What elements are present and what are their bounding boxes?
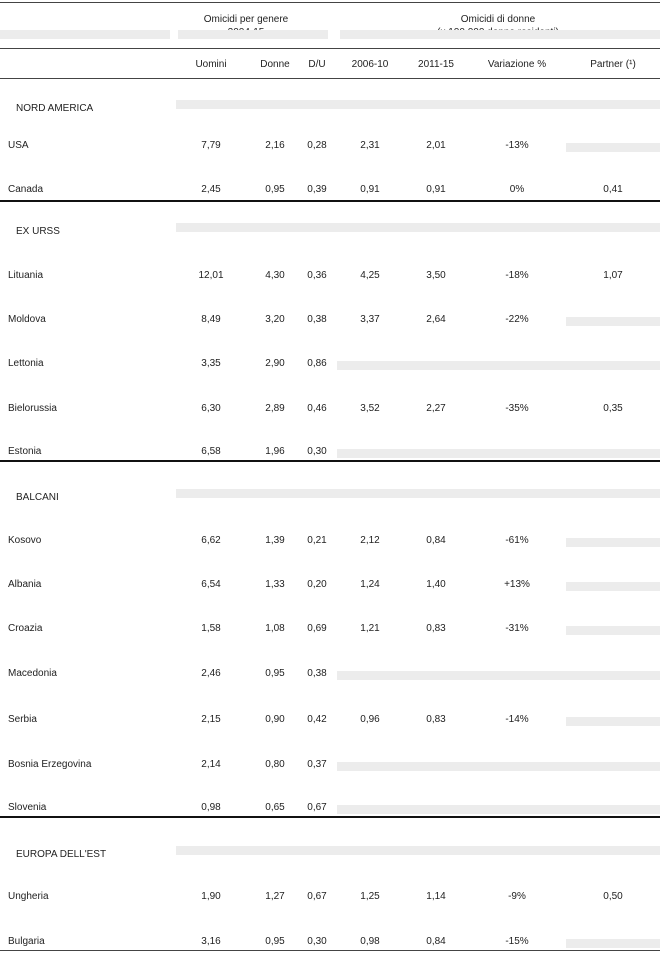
country-label: Lituania xyxy=(8,270,44,281)
cell-p1115: 0,91 xyxy=(426,184,446,195)
country-label: Lettonia xyxy=(8,358,44,369)
section-title: NORD AMERICA xyxy=(16,103,94,114)
empty-partner-band xyxy=(566,717,660,726)
cell-uomini: 8,49 xyxy=(201,314,221,325)
cell-uomini: 2,15 xyxy=(201,714,221,725)
country-label: Macedonia xyxy=(8,668,57,679)
cell-var: -18% xyxy=(505,270,529,281)
cell-du: 0,67 xyxy=(307,891,327,902)
cell-var: -22% xyxy=(505,314,529,325)
cell-partner: 1,07 xyxy=(603,270,623,281)
cell-p0610: 2,31 xyxy=(360,140,380,151)
cell-uomini: 7,79 xyxy=(201,140,221,151)
cell-donne: 4,30 xyxy=(265,270,285,281)
cell-du: 0,30 xyxy=(307,446,327,457)
cell-var: -61% xyxy=(505,535,529,546)
cell-uomini: 1,58 xyxy=(201,623,221,634)
cell-p1115: 2,64 xyxy=(426,314,446,325)
country-label: Estonia xyxy=(8,446,42,457)
cell-donne: 0,95 xyxy=(265,668,285,679)
cell-p0610: 1,24 xyxy=(360,579,380,590)
cell-donne: 1,27 xyxy=(265,891,285,902)
empty-cells-band xyxy=(337,449,660,458)
col-header-donne: Donne xyxy=(260,59,290,70)
empty-partner-band xyxy=(566,582,660,591)
country-label: Kosovo xyxy=(8,535,42,546)
cell-p0610: 3,52 xyxy=(360,403,380,414)
cell-uomini: 6,30 xyxy=(201,403,221,414)
col-header-du: D/U xyxy=(308,59,326,70)
empty-cells-band xyxy=(337,805,660,814)
cell-p1115: 1,40 xyxy=(426,579,446,590)
header-top-rule xyxy=(0,2,660,3)
cell-uomini: 6,62 xyxy=(201,535,221,546)
cell-p1115: 0,84 xyxy=(426,936,446,947)
empty-cells-band xyxy=(337,361,660,370)
cell-p0610: 0,98 xyxy=(360,936,380,947)
cell-uomini: 2,45 xyxy=(201,184,221,195)
cell-du: 0,86 xyxy=(307,358,327,369)
cell-p0610: 1,25 xyxy=(360,891,380,902)
country-label: Canada xyxy=(8,184,44,195)
country-label: Ungheria xyxy=(8,891,49,902)
cell-donne: 2,89 xyxy=(265,403,285,414)
cell-var: -9% xyxy=(508,891,526,902)
country-label: Bulgaria xyxy=(8,936,45,947)
cell-donne: 1,39 xyxy=(265,535,285,546)
empty-cells-band xyxy=(337,671,660,680)
cell-var: -14% xyxy=(505,714,529,725)
cell-donne: 1,33 xyxy=(265,579,285,590)
country-label: Slovenia xyxy=(8,802,47,813)
cell-donne: 3,20 xyxy=(265,314,285,325)
header-mid-rule xyxy=(0,48,660,49)
section-rule xyxy=(0,816,660,818)
cell-donne: 2,16 xyxy=(265,140,285,151)
cell-p1115: 2,01 xyxy=(426,140,446,151)
section-band xyxy=(176,100,660,109)
cell-du: 0,20 xyxy=(307,579,327,590)
cell-p1115: 0,83 xyxy=(426,623,446,634)
cell-p1115: 3,50 xyxy=(426,270,446,281)
empty-partner-band xyxy=(566,538,660,547)
header-group-gender-line1: Omicidi per genere xyxy=(203,14,289,25)
col-header-p1115: 2011-15 xyxy=(418,59,454,70)
cell-du: 0,42 xyxy=(307,714,327,725)
cell-p1115: 0,84 xyxy=(426,535,446,546)
cell-var: -13% xyxy=(505,140,529,151)
cell-var: -15% xyxy=(505,936,529,947)
country-label: Serbia xyxy=(8,714,37,725)
section-title: EUROPA DELL'EST xyxy=(16,849,107,860)
section-band xyxy=(176,489,660,498)
section-band xyxy=(176,223,660,232)
col-header-uomini: Uomini xyxy=(195,59,227,70)
col-header-var: Variazione % xyxy=(487,59,547,70)
cell-p0610: 0,91 xyxy=(360,184,380,195)
cell-var: -35% xyxy=(505,403,529,414)
empty-partner-band xyxy=(566,143,660,152)
cell-partner: 0,41 xyxy=(603,184,623,195)
cell-uomini: 0,98 xyxy=(201,802,221,813)
section-rule xyxy=(0,200,660,202)
cell-donne: 2,90 xyxy=(265,358,285,369)
cell-uomini: 6,54 xyxy=(201,579,221,590)
country-label: USA xyxy=(8,140,29,151)
header-band-left xyxy=(0,30,170,39)
section-title: EX URSS xyxy=(16,226,60,237)
cell-donne: 1,08 xyxy=(265,623,285,634)
cell-uomini: 3,16 xyxy=(201,936,221,947)
cell-du: 0,39 xyxy=(307,184,327,195)
cell-du: 0,46 xyxy=(307,403,327,414)
cell-partner: 0,50 xyxy=(603,891,623,902)
cell-du: 0,38 xyxy=(307,668,327,679)
cell-p1115: 2,27 xyxy=(426,403,446,414)
section-band xyxy=(176,846,660,855)
country-label: Croazia xyxy=(8,623,43,634)
cell-du: 0,38 xyxy=(307,314,327,325)
cell-du: 0,69 xyxy=(307,623,327,634)
cell-partner: 0,35 xyxy=(603,403,623,414)
cell-donne: 0,90 xyxy=(265,714,285,725)
cell-p0610: 1,21 xyxy=(360,623,380,634)
cell-donne: 0,95 xyxy=(265,936,285,947)
cell-p0610: 4,25 xyxy=(360,270,380,281)
header-band-gender xyxy=(178,30,328,39)
cell-p1115: 1,14 xyxy=(426,891,446,902)
cell-du: 0,37 xyxy=(307,759,327,770)
cell-uomini: 12,01 xyxy=(198,270,224,281)
section-rule xyxy=(0,460,660,462)
cell-donne: 0,95 xyxy=(265,184,285,195)
empty-cells-band xyxy=(337,762,660,771)
header-bottom-rule xyxy=(0,78,660,79)
cell-uomini: 1,90 xyxy=(201,891,221,902)
cell-du: 0,36 xyxy=(307,270,327,281)
col-header-p0610: 2006-10 xyxy=(351,59,389,70)
cell-uomini: 6,58 xyxy=(201,446,221,457)
cell-p0610: 3,37 xyxy=(360,314,380,325)
section-title: BALCANI xyxy=(16,492,59,503)
cell-var: -31% xyxy=(505,623,529,634)
cell-du: 0,67 xyxy=(307,802,327,813)
header-group-women-line1: Omicidi di donne xyxy=(460,14,536,25)
cell-p1115: 0,83 xyxy=(426,714,446,725)
cell-var: 0% xyxy=(509,184,525,195)
cell-du: 0,30 xyxy=(307,936,327,947)
header-band-women xyxy=(340,30,660,39)
cell-du: 0,28 xyxy=(307,140,327,151)
cell-p0610: 2,12 xyxy=(360,535,380,546)
country-label: Albania xyxy=(8,579,42,590)
cell-du: 0,21 xyxy=(307,535,327,546)
cell-uomini: 2,14 xyxy=(201,759,221,770)
cell-uomini: 3,35 xyxy=(201,358,221,369)
cell-uomini: 2,46 xyxy=(201,668,221,679)
cell-var: +13% xyxy=(504,579,530,590)
bottom-rule xyxy=(0,950,660,951)
empty-partner-band xyxy=(566,317,660,326)
col-header-partner: Partner (¹) xyxy=(590,59,636,70)
cell-donne: 1,96 xyxy=(265,446,285,457)
country-label: Bosnia Erzegovina xyxy=(8,759,92,770)
empty-partner-band xyxy=(566,939,660,948)
cell-donne: 0,80 xyxy=(265,759,285,770)
country-label: Moldova xyxy=(8,314,46,325)
country-label: Bielorussia xyxy=(8,403,57,414)
empty-partner-band xyxy=(566,626,660,635)
cell-donne: 0,65 xyxy=(265,802,285,813)
cell-p0610: 0,96 xyxy=(360,714,380,725)
